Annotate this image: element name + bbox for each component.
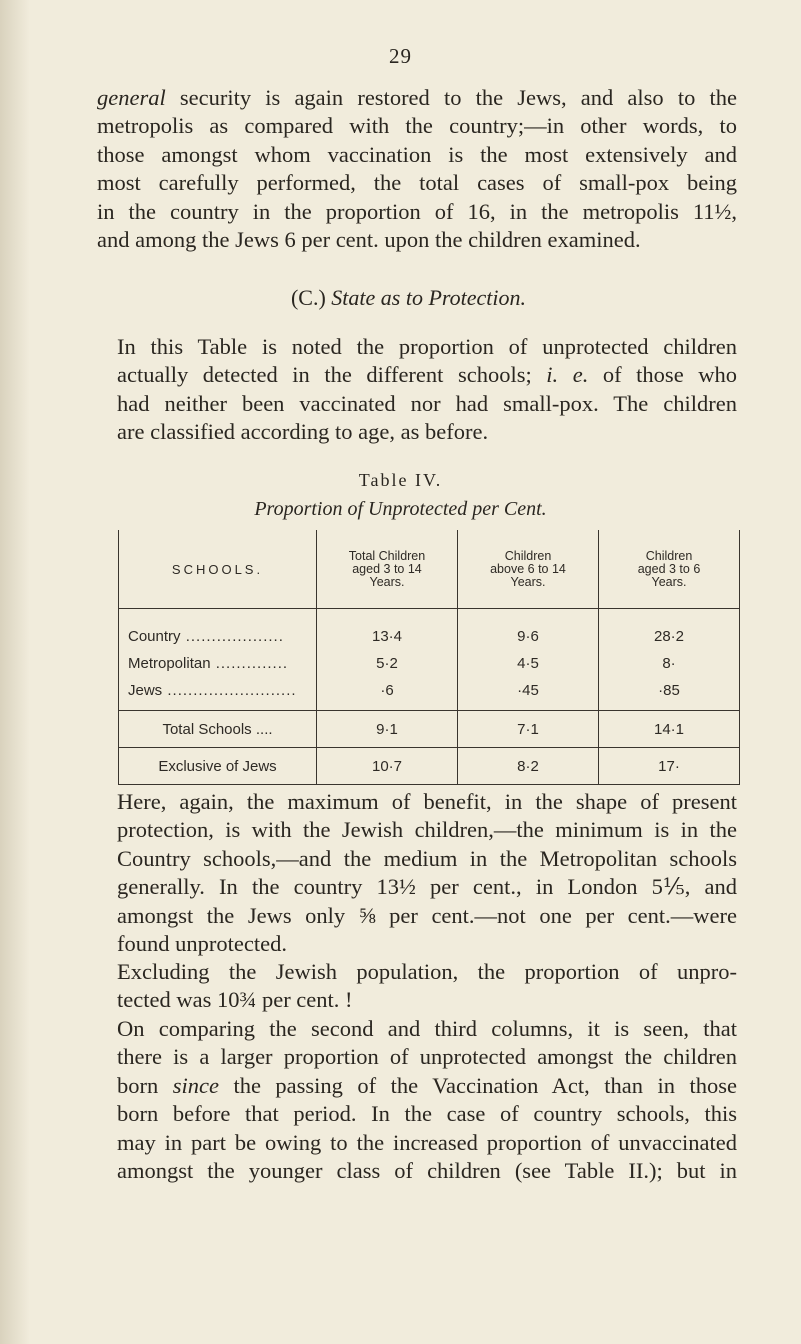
table-row-total-schools <box>119 711 740 748</box>
text-line: On comparing the second and third columns, it is seen, that <box>117 1016 737 1041</box>
text-line: metropolis as compared with the country;—in other words, to <box>97 113 737 139</box>
text-line: protection, is with the Jewish children,—the minimum is in the <box>117 817 737 843</box>
text-line: there is a larger proportion of unprotected amongst the children <box>117 1044 737 1070</box>
closing-paragraph-1 <box>97 788 737 958</box>
cell-value: 5·2 <box>317 650 458 677</box>
unprotected-table <box>118 530 740 785</box>
cell-value: 17· <box>599 748 740 785</box>
text-line: generally. In the country 13½ per cent., in London 5⅕, and <box>117 874 737 900</box>
text-line: Country schools,—and the medium in the Metropolitan schools <box>117 845 737 871</box>
row-label: Total Schools .... <box>119 711 317 748</box>
closing-paragraph-2 <box>97 958 737 1015</box>
text-line: found unprotected. <box>117 931 287 957</box>
header-line: Children <box>645 548 693 563</box>
text-line: Here, again, the maximum of benefit, in the shape of present <box>117 789 737 814</box>
text-line: tected was 10¾ per cent. ! <box>117 987 353 1013</box>
cell-value: 14·1 <box>599 711 740 748</box>
table-row-country <box>119 609 740 651</box>
line-text: security is again restored to the Jews, and also to the <box>165 85 737 110</box>
text-line: had neither been vaccinated nor had small-pox. The children <box>117 390 737 416</box>
row-label <box>119 677 317 711</box>
cell-value: 13·4 <box>317 609 458 651</box>
cell-value: ·6 <box>317 677 458 711</box>
header-line: Total Children <box>348 548 426 563</box>
cell-value: ·45 <box>458 677 599 711</box>
table-row-exclusive-of-jews <box>119 748 740 785</box>
row-label-text: Metropolitan <box>128 655 211 672</box>
header-children-above-6 <box>458 530 599 609</box>
leader-dots: ................... <box>180 628 284 645</box>
row-label-text: Jews <box>128 682 163 699</box>
page-edge-shadow <box>0 0 30 1344</box>
text-line: may in part be owing to the increased proportion of unvaccinated <box>117 1129 737 1155</box>
header-line: above 6 to 14 <box>490 561 566 576</box>
section-title: State as to Protection. <box>331 285 527 310</box>
text-line: in the country in the proportion of 16, in the metropolis 11½, <box>97 198 737 224</box>
row-label <box>119 650 317 677</box>
leader-dots: ......................... <box>162 682 297 699</box>
italic-word-since: since <box>172 1072 219 1098</box>
text-line: are classified according to age, as before. <box>117 419 489 445</box>
header-line: Children <box>504 548 552 563</box>
text-line: and among the Jews 6 per cent. upon the children examined. <box>97 227 641 253</box>
text-line: those amongst whom vaccination is the most extensively and <box>97 141 737 167</box>
text-line: Excluding the Jewish population, the proportion of unpro- <box>117 959 737 984</box>
header-children-3-to-6 <box>599 530 740 609</box>
text-line <box>97 361 737 389</box>
line-text: of those who <box>588 362 737 388</box>
cell-value: ·85 <box>599 677 740 711</box>
text-line: amongst the Jews only ⅝ per cent.—not one per cent.—were <box>117 902 737 928</box>
cell-value: 4·5 <box>458 650 599 677</box>
intro-paragraph <box>97 84 737 254</box>
header-line: aged 3 to 14 <box>352 561 422 576</box>
row-label <box>119 609 317 651</box>
closing-paragraph-3 <box>97 1015 737 1185</box>
header-line: Years. <box>369 574 405 589</box>
table-row-jews <box>119 677 740 711</box>
section-paragraph <box>97 333 737 447</box>
header-schools: SCHOOLS. <box>119 530 317 609</box>
cell-value: 8·2 <box>458 748 599 785</box>
text-line <box>97 84 737 112</box>
cell-value: 9·6 <box>458 609 599 651</box>
header-line: Years. <box>510 574 546 589</box>
cell-value: 7·1 <box>458 711 599 748</box>
header-line: Years. <box>651 574 687 589</box>
text-line: In this Table is noted the proportion of unprotected children <box>117 334 737 359</box>
section-label: (C.) <box>290 285 326 310</box>
line-text: the passing of the Vaccination Act, than in those <box>218 1072 737 1098</box>
text-line <box>97 1072 737 1100</box>
page-number: 29 <box>389 44 412 68</box>
row-label: Exclusive of Jews <box>119 748 317 785</box>
italic-abbrev-ie: i. e. <box>546 362 589 388</box>
row-label-text: Country <box>128 628 181 645</box>
header-line: aged 3 to 6 <box>637 561 701 576</box>
header-total-children <box>317 530 458 609</box>
section-heading <box>0 285 801 311</box>
table-title: Table IV. <box>358 470 443 490</box>
text-line: amongst the younger class of children (see Table II.); but in <box>117 1158 737 1184</box>
table-header-row <box>119 530 740 609</box>
line-text: actually detected in the different schools; <box>117 362 547 388</box>
cell-value: 8· <box>599 650 740 677</box>
italic-word-general: general <box>97 85 166 110</box>
line-text: born <box>117 1072 173 1098</box>
table-caption: Proportion of Unprotected per Cent. <box>254 498 547 520</box>
text-line: born before that period. In the case of country schools, this <box>117 1101 737 1127</box>
table-row-metropolitan <box>119 650 740 677</box>
cell-value: 28·2 <box>599 609 740 651</box>
leader-dots: .............. <box>210 655 289 672</box>
text-line: most carefully performed, the total cases of small-pox being <box>97 170 737 196</box>
cell-value: 9·1 <box>317 711 458 748</box>
cell-value: 10·7 <box>317 748 458 785</box>
